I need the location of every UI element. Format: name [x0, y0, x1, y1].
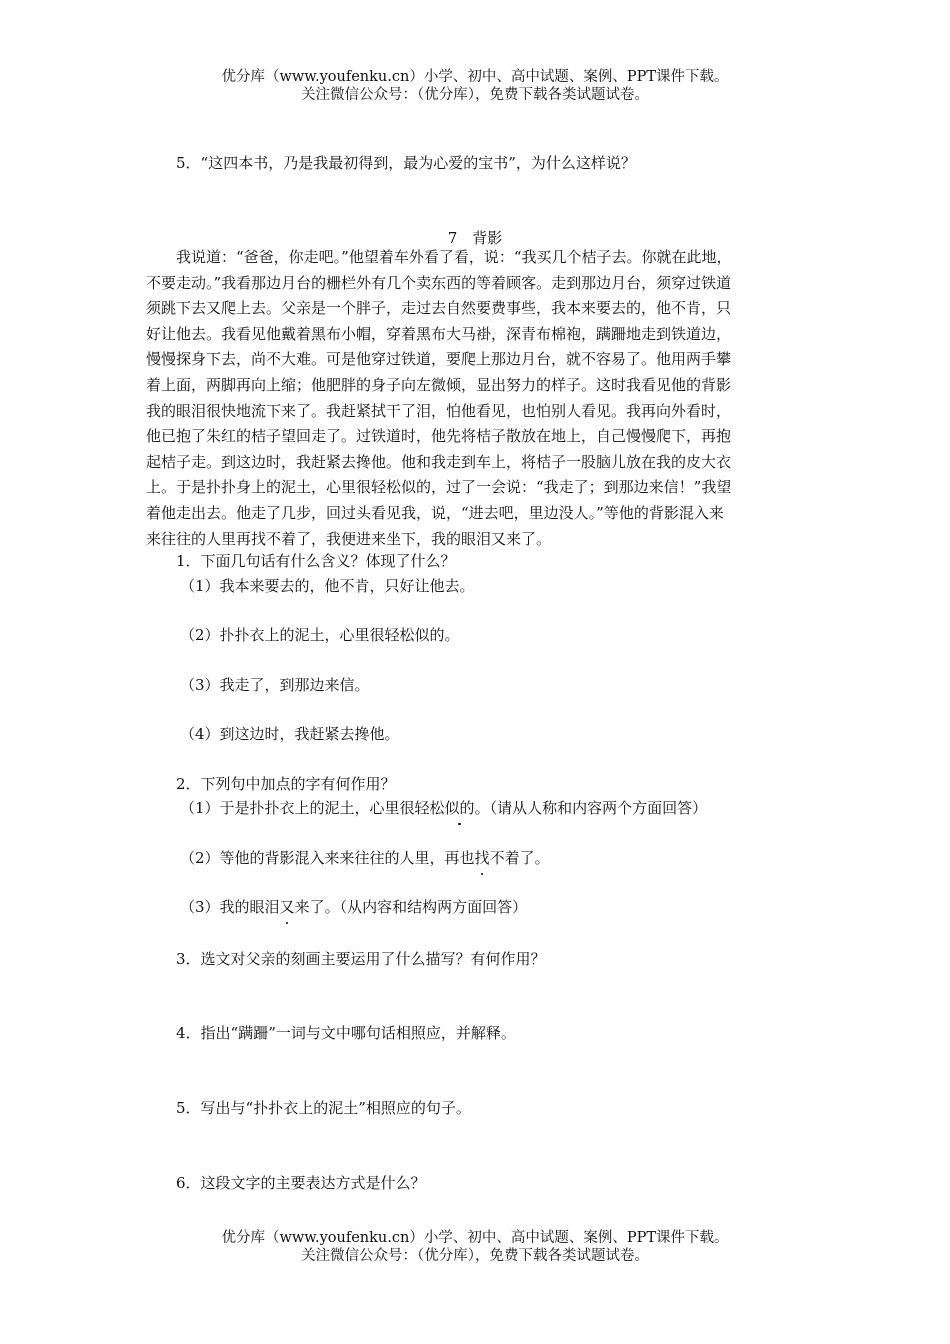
question-1-item-1: （1）我本来要去的，他不肯，只好让他去。 [180, 577, 475, 595]
dotted-character: 似的 [444, 799, 475, 817]
item-text: 来了。（从内容和结构两方面回答） [294, 898, 528, 916]
passage-line: 着上面，两脚再向上缩；他肥胖的身子向左微倾，显出努力的样子。这时我看见他的背影 [146, 375, 732, 394]
question-1: 1．下面几句话有什么含义？体现了什么？ [176, 552, 456, 570]
question-1-item-2: （2）扑扑衣上的泥土，心里很轻松似的。 [180, 626, 460, 644]
section-title: 7 背影 [447, 229, 503, 247]
question-2-item-3 [180, 896, 527, 917]
item-text: 。（请从人称和内容两个方面回答） [474, 799, 708, 817]
passage-line: 慢慢探身下去，尚不大难。可是他穿过铁道，要爬上那边月台，就不容易了。他用两手攀 [146, 350, 732, 369]
question-6: 6．这段文字的主要表达方式是什么？ [176, 1174, 426, 1192]
question-1-item-3: （3）我走了，到那边来信。 [180, 676, 370, 694]
dotted-character: 又 [279, 898, 295, 916]
passage-line: 须跳下去又爬上去。父亲是一个胖子，走过去自然要费事些，我本来要去的，他不肯，只 [146, 299, 732, 318]
page-header-line-1: 优分库（www.youfenku.cn）小学、初中、高中试题、案例、PPT课件下载。 [221, 69, 729, 85]
passage-line: 起桔子走。到这边时，我赶紧去搀他。他和我走到车上，将桔子一股脑儿放在我的皮大衣 [146, 452, 732, 471]
passage [146, 245, 806, 552]
question-1-item-4: （4）到这边时，我赶紧去搀他。 [180, 725, 400, 743]
question-5: 5．写出与“扑扑衣上的泥土”相照应的句子。 [176, 1099, 471, 1117]
item-text: （3）我的眼泪 [180, 898, 280, 916]
prev-question-5: 5．“这四本书，乃是我最初得到，最为心爱的宝书”，为什么这样说？ [176, 154, 636, 172]
page-header-line-2: 关注微信公众号：（优分库），免费下载各类试题试卷。 [301, 87, 649, 103]
item-text: （2）等他的背影混入来来往往的人里，再也 [180, 849, 475, 867]
question-3: 3．选文对父亲的刻画主要运用了什么描写？有何作用？ [176, 950, 546, 968]
passage-line: 他已抱了朱红的桔子望回走了。过铁道时，他先将桔子散放在地上，自己慢慢爬下，再抱 [146, 427, 732, 446]
passage-line: 不要走动。”我看那边月台的栅栏外有几个卖东西的等着顾客。走到那边月台，须穿过铁道 [146, 273, 732, 292]
passage-line: 我说道：“爸爸，你走吧。”他望着车外看了看，说：“我买几个桔子去。你就在此地， [146, 248, 732, 266]
question-2: 2．下列句中加点的字有何作用？ [176, 775, 396, 793]
question-4: 4．指出“蹒跚”一词与文中哪句话相照应，并解释。 [176, 1024, 516, 1042]
dotted-character: 找 [474, 849, 490, 867]
passage-line: 来往往的人里再找不着了，我便进来坐下，我的眼泪又来了。 [146, 529, 552, 548]
item-text: （1）于是扑扑衣上的泥土，心里很轻松 [180, 799, 445, 817]
page-footer-line-2: 关注微信公众号：（优分库），免费下载各类试题试卷。 [301, 1248, 649, 1264]
page-footer-line-1: 优分库（www.youfenku.cn）小学、初中、高中试题、案例、PPT课件下载。 [221, 1230, 729, 1246]
item-text: 不着了。 [489, 849, 550, 867]
passage-line: 我的眼泪很快地流下来了。我赶紧拭干了泪，怕他看见，也怕别人看见。我再向外看时， [146, 401, 732, 420]
question-2-item-2 [180, 847, 550, 868]
question-2-item-1 [180, 797, 707, 818]
passage-line: 好让他去。我看见他戴着黑布小帽，穿着黑布大马褂，深青布棉袍，蹒跚地走到铁道边， [146, 324, 732, 343]
passage-line: 上。于是扑扑身上的泥土，心里很轻松似的，过了一会说：“我走了；到那边来信！”我望 [146, 478, 732, 497]
passage-line: 着他走出去。他走了几步，回过头看见我，说，“进去吧，里边没人。”等他的背影混入来 [146, 503, 724, 522]
